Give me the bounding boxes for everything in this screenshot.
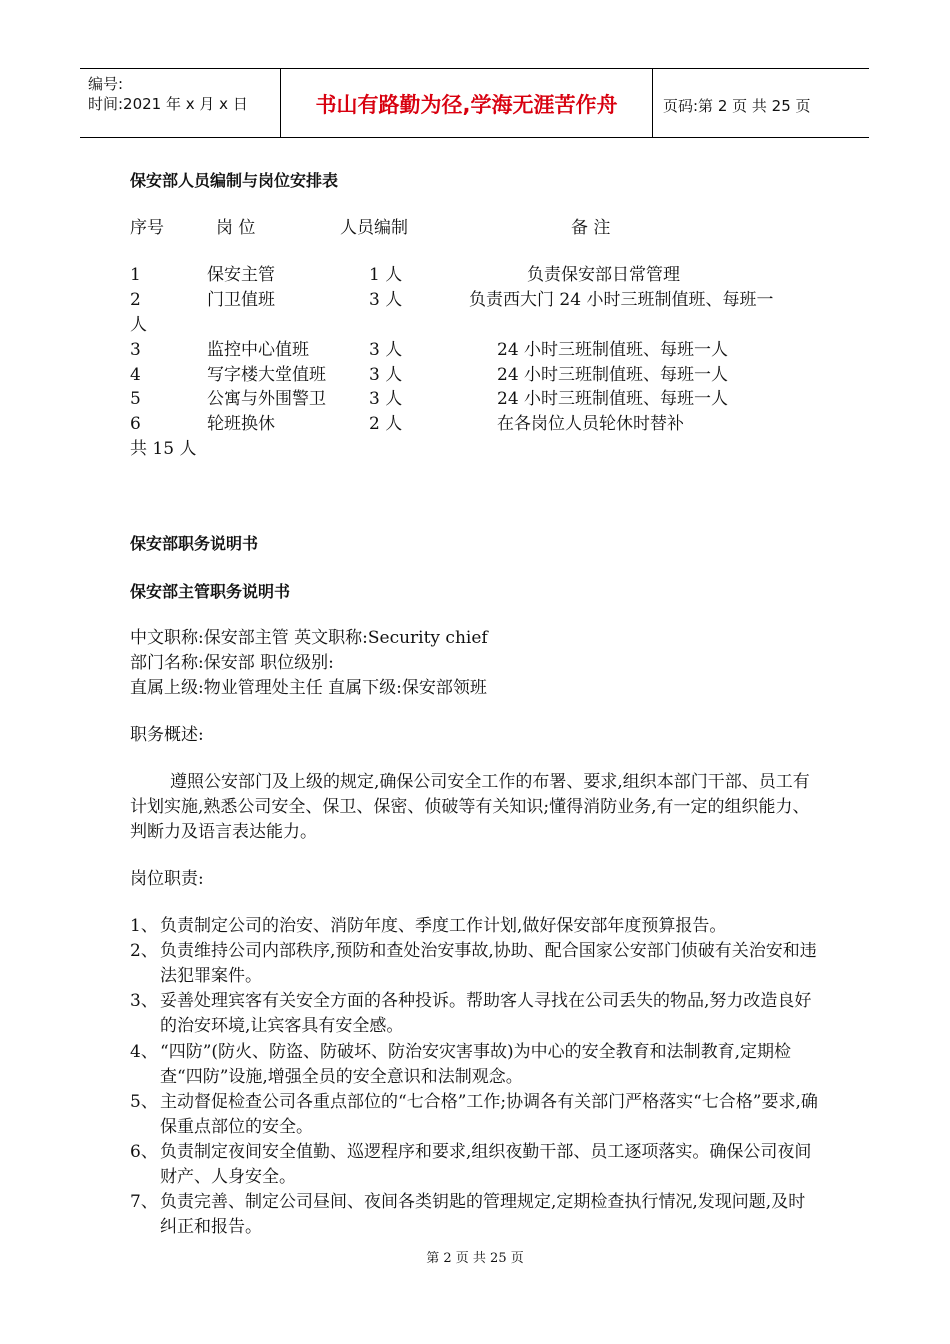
list-item-number: 2、	[130, 941, 158, 961]
list-item-number: 3、	[130, 991, 158, 1011]
row-post: 监控中心值班	[207, 340, 309, 360]
column-header-no: 序号	[130, 218, 164, 238]
list-item-number: 4、	[130, 1042, 158, 1062]
row-post: 写字楼大堂值班	[207, 365, 326, 385]
row-no: 2	[130, 290, 141, 310]
row-note: 负责保安部日常管理	[527, 265, 680, 285]
row-no: 1	[130, 265, 141, 285]
page-header	[80, 68, 869, 138]
row-post: 保安主管	[207, 265, 275, 285]
row-no: 5	[130, 389, 141, 409]
list-item-text: “四防”(防火、防盗、防破坏、防治安灾害事故)为中心的安全教育和法制教育,定期检查“四防”设施,增强全员的安全意识和法制观念。	[160, 1042, 792, 1087]
staffing-total: 共 15 人	[130, 439, 197, 459]
staffing-title: 保安部人员编制与岗位安排表	[130, 171, 339, 190]
row-count: 2 人	[369, 414, 403, 434]
row-post: 门卫值班	[207, 290, 275, 310]
header-meta-cell	[80, 69, 281, 137]
list-item-text: 负责制定公司的治安、消防年度、季度工作计划,做好保安部年度预算报告。	[160, 916, 727, 936]
header-motto-cell	[281, 69, 653, 137]
duties-label: 岗位职责:	[130, 869, 204, 889]
list-item-text: 负责制定夜间安全值勤、巡逻程序和要求,组织夜勤干部、员工逐项落实。确保公司夜间财产、人身安全。	[160, 1142, 812, 1187]
row-note: 24 小时三班制值班、每班一人	[497, 365, 729, 385]
list-item	[130, 1190, 820, 1240]
column-header-note: 备 注	[571, 218, 611, 238]
row-count: 3 人	[369, 290, 403, 310]
list-item	[130, 1090, 820, 1140]
column-header-post: 岗 位	[216, 218, 256, 238]
list-item	[130, 914, 820, 939]
row-no: 3	[130, 340, 141, 360]
page-footer: 第 2 页 共 25 页	[426, 1251, 524, 1266]
row-note-wrap: 人	[130, 315, 147, 335]
info-line-title: 中文职称:保安部主管 英文职称:Security chief	[130, 628, 488, 648]
header-page-number: 页码:第 2 页 共 25 页	[663, 97, 811, 115]
list-item	[130, 939, 820, 989]
list-item	[130, 1040, 820, 1090]
row-note: 负责西大门 24 小时三班制值班、每班一	[469, 290, 774, 310]
list-item-number: 6、	[130, 1142, 158, 1162]
header-motto: 书山有路勤为径,学海无涯苦作舟	[315, 93, 618, 117]
list-item-number: 5、	[130, 1092, 158, 1112]
row-post: 公寓与外围警卫	[207, 389, 326, 409]
row-count: 3 人	[369, 340, 403, 360]
document-date: 时间:2021 年 x 月 x 日	[88, 95, 248, 113]
column-header-count: 人员编制	[340, 218, 408, 238]
row-note: 24 小时三班制值班、每班一人	[497, 340, 729, 360]
list-item	[130, 1140, 820, 1190]
list-item-text: 负责维持公司内部秩序,预防和查处治安事故,协助、配合国家公安部门侦破有关治安和违法犯罪案件。	[160, 941, 817, 986]
row-count: 1 人	[369, 265, 403, 285]
section-subtitle: 保安部主管职务说明书	[130, 582, 291, 601]
row-count: 3 人	[369, 365, 403, 385]
section-title: 保安部职务说明书	[130, 534, 259, 553]
row-note: 在各岗位人员轮休时替补	[497, 414, 684, 434]
row-count: 3 人	[369, 389, 403, 409]
row-note: 24 小时三班制值班、每班一人	[497, 389, 729, 409]
header-page-cell	[653, 69, 869, 137]
document-number-label: 编号:	[88, 75, 124, 93]
list-item	[130, 989, 820, 1039]
row-no: 4	[130, 365, 141, 385]
row-post: 轮班换休	[207, 414, 275, 434]
list-item-text: 妥善处理宾客有关安全方面的各种投诉。帮助客人寻找在公司丢失的物品,努力改造良好的治安环境,让宾客具有安全感。	[160, 991, 812, 1036]
list-item-number: 1、	[130, 916, 158, 936]
overview-paragraph: 遵照公安部门及上级的规定,确保公司安全工作的布署、要求,组织本部门干部、员工有计划实施,熟悉公司安全、保卫、保密、侦破等有关知识;懂得消防业务,有一定的组织能力、判断力及语言表达能力。	[130, 772, 810, 842]
info-line-reporting: 直属上级:物业管理处主任 直属下级:保安部领班	[130, 678, 487, 698]
overview-label: 职务概述:	[130, 725, 204, 745]
row-no: 6	[130, 414, 141, 434]
list-item-text: 负责完善、制定公司昼间、夜间各类钥匙的管理规定,定期检查执行情况,发现问题,及时纠正和报告。	[160, 1192, 806, 1237]
list-item-text: 主动督促检查公司各重点部位的“七合格”工作;协调各有关部门严格落实“七合格”要求,确保重点部位的安全。	[160, 1092, 818, 1137]
list-item-number: 7、	[130, 1192, 158, 1212]
info-line-department: 部门名称:保安部 职位级别:	[130, 653, 334, 673]
